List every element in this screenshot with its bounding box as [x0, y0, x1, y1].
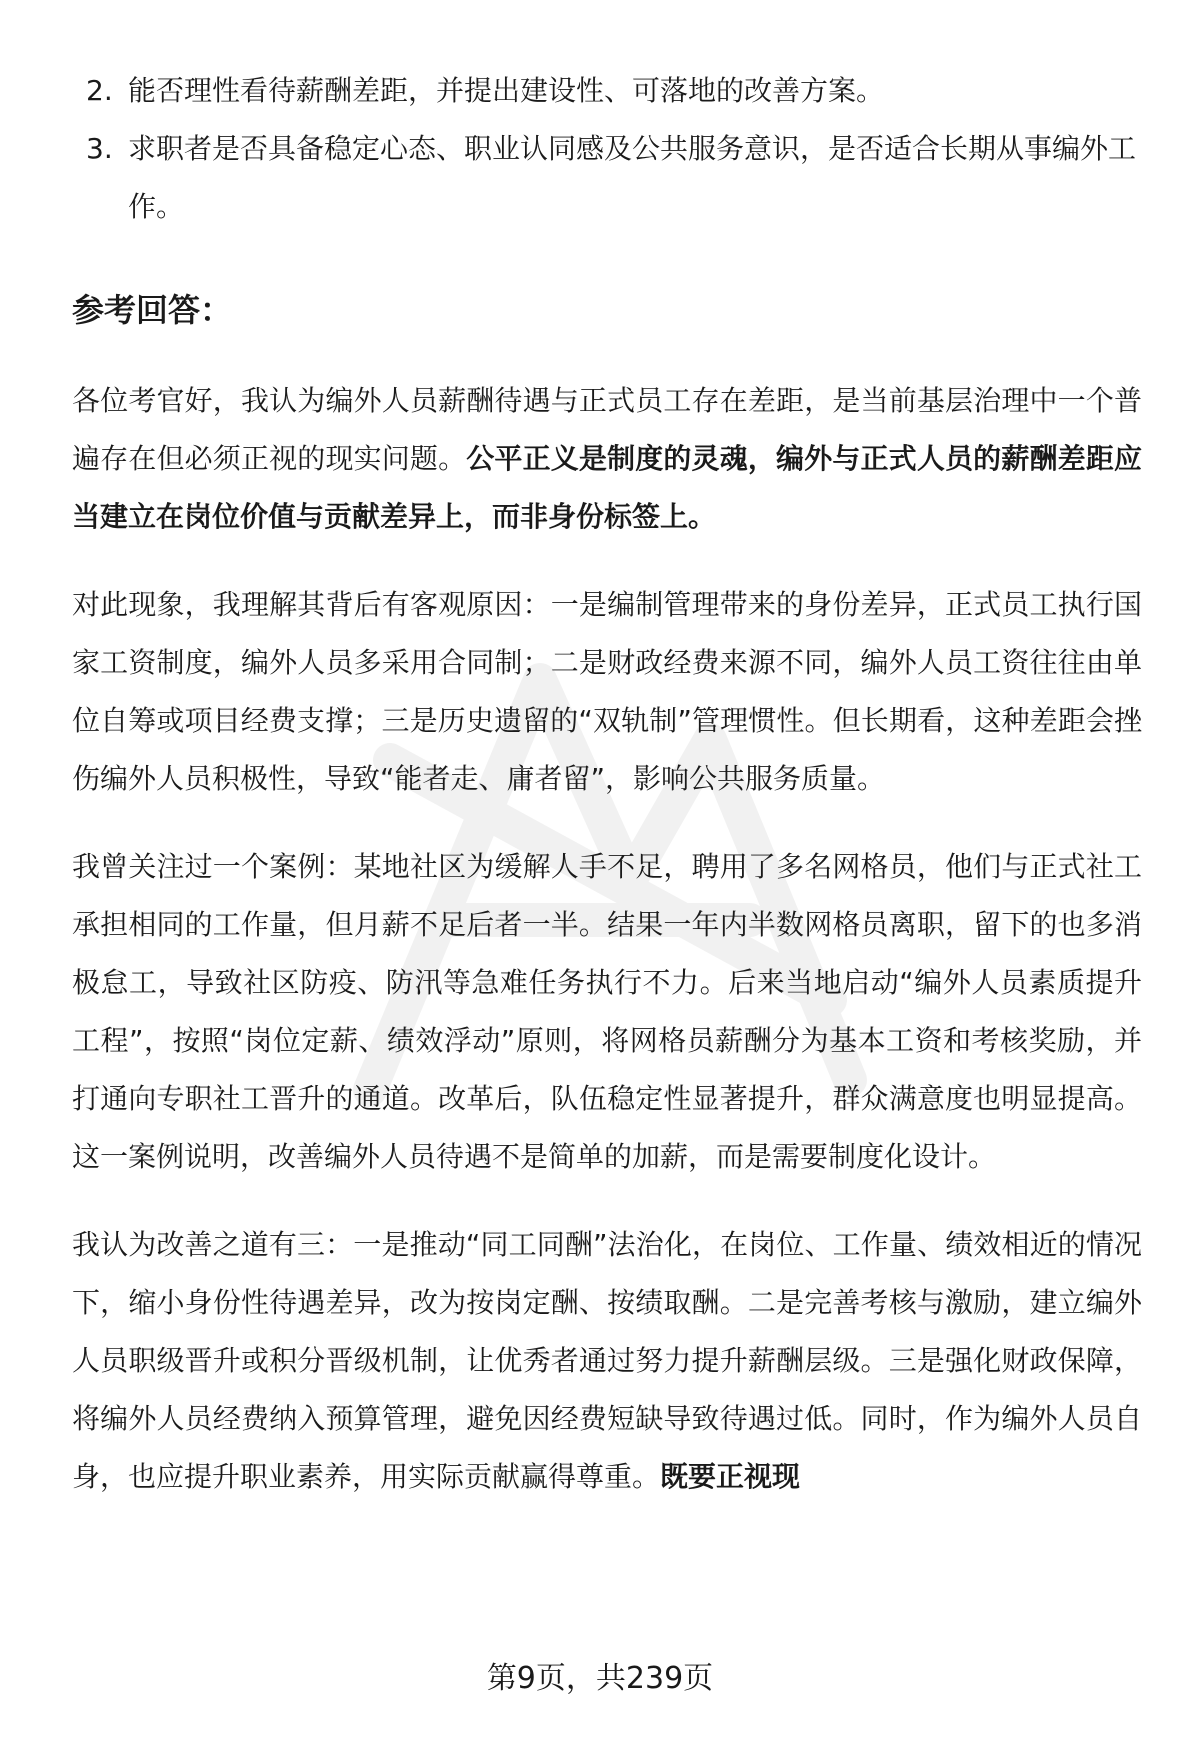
paragraph-text: 我认为改善之道有三：一是推动“同工同酬”法治化，在岗位、工作量、绩效相近的情况下，缩小身份性待遇差异，改为按岗定酬、按绩取酬。二是完善考核与激励，建立编外人员职级晋升或积分晋级机制，让优秀者通过努力提升薪酬层级。三是强化财政保障，将编外人员经费纳入预算管理，避免因经费短缺导致待遇过低。同时，作为编外人员自身，也应提升职业素养，用实际贡献赢得尊重。 [72, 1228, 1142, 1493]
page-number: 第9页，共239页 [486, 1661, 714, 1696]
paragraph-text: 各位考官好，我认为编外人员薪酬待遇与正式员工存在差距，是当前基层治理中一个普遍存在但必须正视的现实问题。 [72, 384, 1142, 475]
list-number: 3. [86, 132, 113, 165]
paragraph [72, 576, 1142, 808]
paragraph-emphasis: 既要正视现 [660, 1460, 801, 1493]
paragraph-text: 对此现象，我理解其背后有客观原因：一是编制管理带来的身份差异，正式员工执行国家工资制度，编外人员多采用合同制；二是财政经费来源不同，编外人员工资往往由单位自筹或项目经费支撑；三是历史遗留的“双轨制”管理惯性。但长期看，这种差距会挫伤编外人员积极性，导致“能者走、庸者留”，影响公共服务质量。 [72, 588, 1142, 795]
list-item [72, 62, 1142, 120]
section-heading: 参考回答： [72, 291, 233, 329]
list-number: 2. [86, 74, 113, 107]
paragraph [72, 372, 1142, 546]
paragraph [72, 838, 1142, 1186]
criteria-list [72, 62, 1142, 236]
document-body [72, 62, 1142, 1506]
list-text: 能否理性看待薪酬差距，并提出建设性、可落地的改善方案。 [128, 74, 885, 107]
paragraph-text: 我曾关注过一个案例：某地社区为缓解人手不足，聘用了多名网格员，他们与正式社工承担相同的工作量，但月薪不足后者一半。结果一年内半数网格员离职，留下的也多消极怠工，导致社区防疫、防汛等急难任务执行不力。后来当地启动“编外人员素质提升工程”，按照“岗位定薪、绩效浮动”原则，将网格员薪酬分为基本工资和考核奖励，并打通向专职社工晋升的通道。改革后，队伍稳定性显著提升，群众满意度也明显提高。这一案例说明，改善编外人员待遇不是简单的加薪，而是需要制度化设计。 [72, 850, 1142, 1173]
paragraph-emphasis: 公平正义是制度的灵魂，编外与正式人员的薪酬差距应当建立在岗位价值与贡献差异上，而非身份标签上。 [72, 442, 1142, 533]
paragraph [72, 1216, 1142, 1506]
list-text: 求职者是否具备稳定心态、职业认同感及公共服务意识，是否适合长期从事编外工作。 [128, 132, 1137, 223]
list-item [72, 120, 1142, 236]
